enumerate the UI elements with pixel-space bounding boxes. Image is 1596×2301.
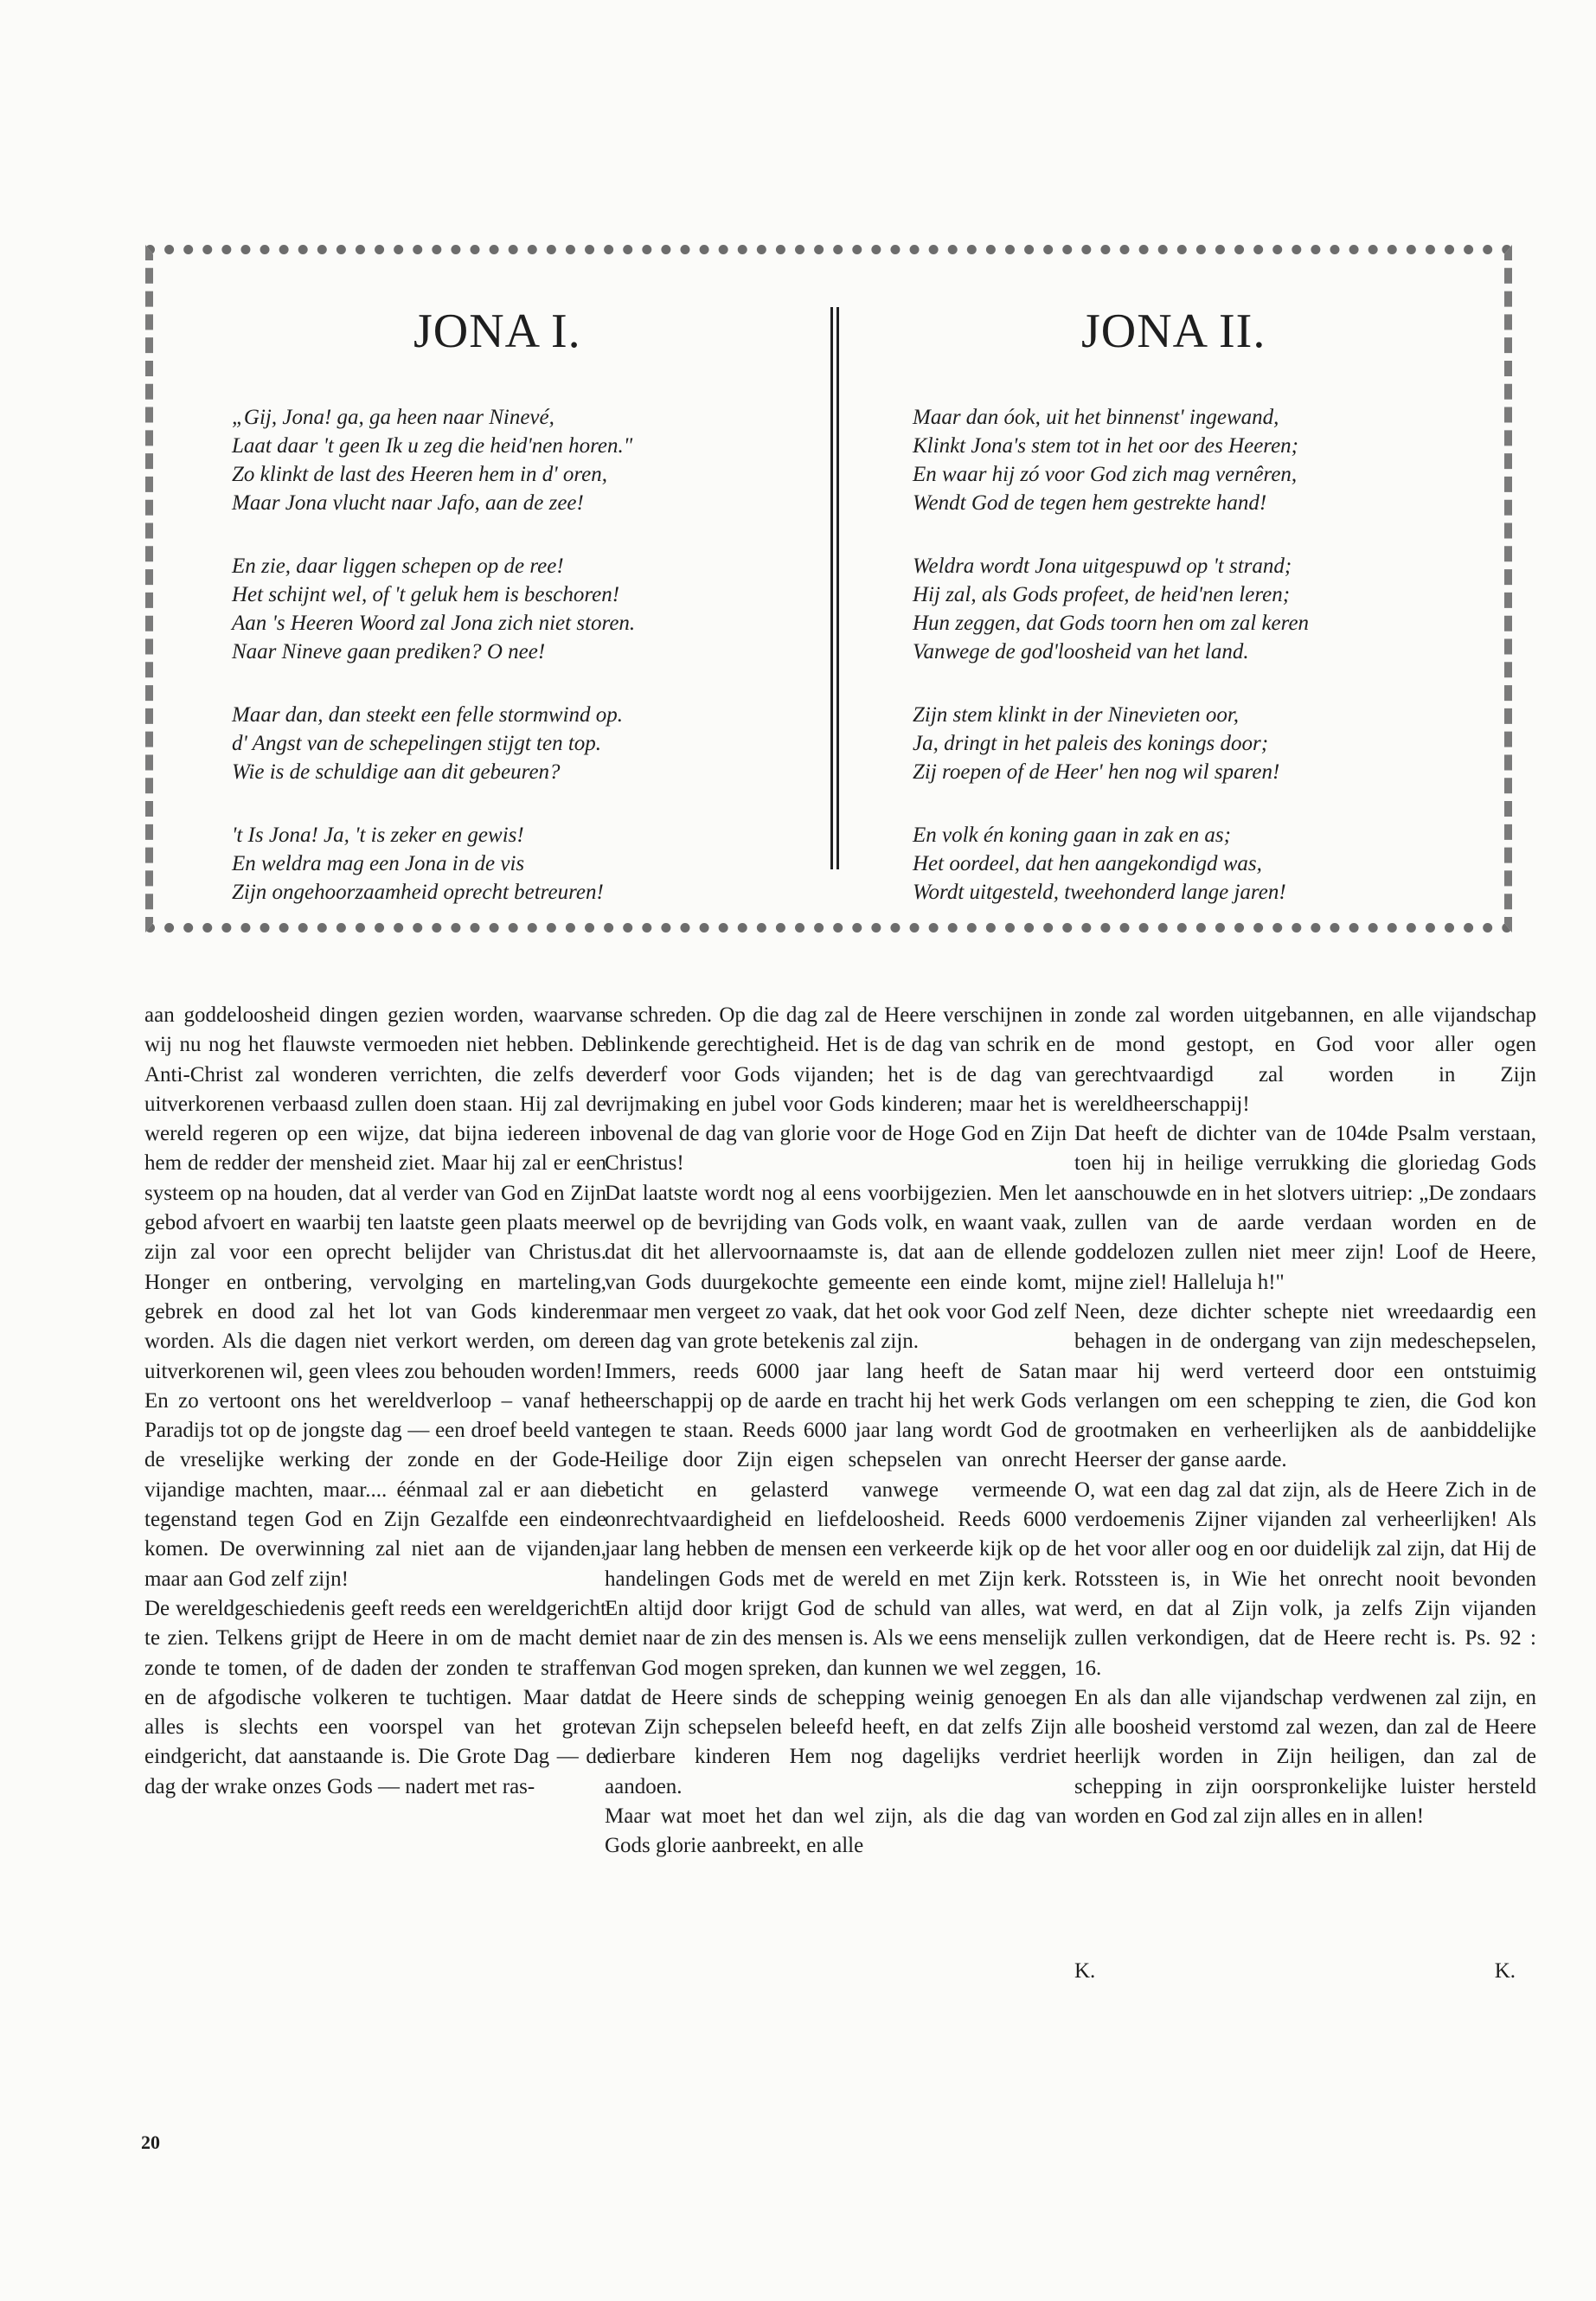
- paragraph: zonde zal worden uitgebannen, en alle vijandschap de mond gestopt, en God voor aller ogen gerechtvaardigd zal worden in Zijn wereldheerschappij!: [1074, 1003, 1536, 1116]
- paragraph: De wereldgeschiedenis geeft reeds een wereldgericht te zien. Telkens grijpt de Heere in om de macht der zonde te tomen, of de daden der zonden te straffen en de afgodische volkeren te tuchtigen. Maar dat alles is slechts een voorspel van het grote eindgericht, dat aanstaande is. Die Grote Dag — de dag der wrake onzes Gods — nadert met ras-: [144, 1596, 606, 1798]
- poem-line: Wendt God de tegen hem gestrekte hand!: [913, 491, 1267, 515]
- poem-line: 't Is Jona! Ja, 't is zeker en gewis!: [232, 824, 524, 847]
- stanza: [232, 821, 785, 907]
- poem-line: En zie, daar liggen schepen op de ree!: [232, 554, 564, 578]
- poem-line: Aan 's Heeren Woord zal Jona zich niet storen.: [232, 612, 636, 635]
- poem-line: Het schijnt wel, of 't geluk hem is beschoren!: [232, 583, 620, 606]
- stanza: [232, 403, 785, 517]
- poem-line: Hij zal, als Gods profeet, de heid'nen leren;: [913, 583, 1291, 606]
- poem-line: Zijn ongehoorzaamheid oprecht betreuren!: [232, 881, 604, 904]
- poem-line: Ja, dringt in het paleis des konings door;: [913, 732, 1269, 755]
- poem-line: En volk én koning gaan in zak en as;: [913, 824, 1231, 847]
- paragraph: Dat laatste wordt nog al eens voorbijgezien. Men let wel op de bevrijding van Gods volk, en waant vaak, dat dit het allervoornaamste is, dat aan de ellende van Gods duurgekochte gemeente een einde komt, maar men vergeet zo vaak, dat het ook voor God zelf een dag van grote betekenis zal zijn.: [605, 1181, 1067, 1354]
- stanza: [913, 403, 1466, 517]
- poem-line: Wordt uitgesteld, tweehonderd lange jaren!: [913, 881, 1286, 904]
- stanza: [232, 552, 785, 666]
- signature-initial: K.: [1074, 1959, 1096, 1983]
- signature-initial: K.: [1494, 1959, 1516, 1983]
- poem-line: Zijn stem klinkt in der Ninevieten oor,: [913, 703, 1240, 727]
- poem-line: Maar dan, dan steekt een felle stormwind op.: [232, 703, 624, 727]
- page-number: 20: [141, 2131, 160, 2153]
- stanza: [913, 552, 1466, 666]
- poem-line: Vanwege de god'loosheid van het land.: [913, 640, 1249, 663]
- poem-line: d' Angst van de schepelingen stijgt ten top.: [232, 732, 602, 755]
- stanza: [913, 701, 1466, 786]
- paragraph: Dat heeft de dichter van de 104de Psalm verstaan, toen hij in heilige verrukking die gloriedag Gods aanschouwde en in het slotvers uitriep: „De zondaars zullen van de aarde verdaan worden en de goddelozen zullen niet meer zijn! Loof de Heere, mijne ziel! Halleluja h!": [1074, 1122, 1536, 1294]
- stanza: [232, 701, 785, 786]
- poem-line: Maar Jona vlucht naar Jafo, aan de zee!: [232, 491, 584, 515]
- poem-line: En waar hij zó voor God zich mag vernêren,: [913, 463, 1298, 486]
- paragraph: O, wat een dag zal dat zijn, als de Heere Zich in de verdoemenis Zijner vijanden zal verheerlijken! Als het voor aller oog en oor duidelijk zal zijn, dat Hij de Rotssteen is, in Wie het onrecht nooit bevonden werd, en dat al Zijn volk, ja zelfs Zijn vijanden zullen verkondigen, dat de Heere recht is. Ps. 92 : 16.: [1074, 1477, 1536, 1680]
- paragraph: En als dan alle vijandschap verdwenen zal zijn, en alle boosheid verstomd zal wezen, dan zal de Heere heerlijk worden in Zijn heiligen, dan zal de schepping in zijn oorspronkelijke luister hersteld worden en God zal zijn alles en in allen!: [1074, 1685, 1536, 1829]
- poem-line: En weldra mag een Jona in de vis: [232, 852, 525, 875]
- poem-line: Weldra wordt Jona uitgespuwd op 't strand;: [913, 554, 1292, 578]
- paragraph: aan goddeloosheid dingen gezien worden, waarvan wij nu nog het flauwste vermoeden niet hebben. De Anti-Christ zal wonderen verrichten, die zelfs de uitverkorenen verbaasd zullen doen staan. Hij zal de wereld regeren op een wijze, dat bijna iedereen in hem de redder der mensheid ziet. Maar hij zal er een systeem op na houden, dat al verder van God en Zijn gebod afvoert en waarbij ten laatste geen plaats meer zijn zal voor een oprecht belijder van Christus. Honger en ontbering, vervolging en marteling, gebrek en dood zal het lot van Gods kinderen worden. Als die dagen niet verkort werden, om der uitverkorenen wil, geen vlees zou behouden worden!: [144, 1003, 606, 1383]
- poem-title: JONA II.: [1081, 304, 1266, 358]
- poem-jona-1: [232, 304, 785, 941]
- poem-line: Klinkt Jona's stem tot in het oor des Heeren;: [913, 434, 1299, 458]
- paragraph: se schreden. Op die dag zal de Heere verschijnen in blinkende gerechtigheid. Het is de dag van schrik en verderf voor Gods vijanden; het is de dag van vrijmaking en jubel voor Gods kinderen; maar het is bovenal de dag van glorie voor de Hoge God en Zijn Christus!: [605, 1003, 1067, 1176]
- poem-line: Hun zeggen, dat Gods toorn hen om zal keren: [913, 612, 1310, 635]
- poem-line: Naar Nineve gaan prediken? O nee!: [232, 640, 546, 663]
- poem-jona-2: [913, 304, 1466, 941]
- poem-line: Zo klinkt de last des Heeren hem in d' oren,: [232, 463, 607, 486]
- paragraph: Maar wat moet het dan wel zijn, als die dag van Gods glorie aanbreekt, en alle: [605, 1804, 1067, 1858]
- article-column-3: [1074, 1001, 1536, 1831]
- poem-divider: [830, 307, 839, 869]
- paragraph: Immers, reeds 6000 jaar lang heeft de Satan heerschappij op de aarde en tracht hij het werk Gods tegen te staan. Reeds 6000 jaar lang wordt God de Heilige door Zijn eigen schepselen van onrecht beticht en gelasterd vanwege vermeende onrechtvaardigheid en liefdeloosheid. Reeds 6000 jaar lang hebben de mensen een verkeerde kijk op de handelingen Gods met de wereld en met Zijn kerk. En altijd door krijgt God de schuld van alles, wat niet naar de zin des mensen is. Als we eens menselijk van God mogen spreken, dan kunnen we wel zeggen, dat de Heere sinds de schepping weinig genoegen van Zijn schepselen beleefd heeft, en dat zelfs Zijn dierbare kinderen Hem nog dagelijks verdriet aandoen.: [605, 1359, 1067, 1798]
- poem-line: Zij roepen of de Heer' hen nog wil sparen!: [913, 760, 1280, 784]
- poem-line: Wie is de schuldige aan dit gebeuren?: [232, 760, 561, 784]
- article-column-2: [605, 1001, 1067, 1862]
- poem-line: Maar dan óok, uit het binnenst' ingewand,: [913, 406, 1279, 429]
- poem-line: Laat daar 't geen Ik u zeg die heid'nen horen.": [232, 434, 633, 458]
- poem-line: Het oordeel, dat hen aangekondigd was,: [913, 852, 1262, 875]
- article-column-1: [144, 1001, 606, 1802]
- paragraph: En zo vertoont ons het wereldverloop – vanaf het Paradijs tot op de jongste dag — een droef beeld van de vreselijke werking der zonde en der Gode-vijandige machten, maar.... éénmaal zal er aan die tegenstand tegen God en Zijn Gezalfde een einde komen. De overwinning zal niet aan de vijanden, maar aan God zelf zijn!: [144, 1388, 606, 1591]
- poem-line: „Gij, Jona! ga, ga heen naar Ninevé,: [232, 406, 554, 429]
- poem-title: JONA I.: [413, 304, 581, 358]
- signatures: [1074, 1959, 1516, 1984]
- paragraph: Neen, deze dichter schepte niet wreedaardig een behagen in de ondergang van zijn medeschepselen, maar hij werd verteerd door een ontstuimig verlangen om een schepping te zien, die God kon grootmaken en verheerlijken als de aanbiddelijke Heerser der ganse aarde.: [1074, 1299, 1536, 1472]
- stanza: [913, 821, 1466, 907]
